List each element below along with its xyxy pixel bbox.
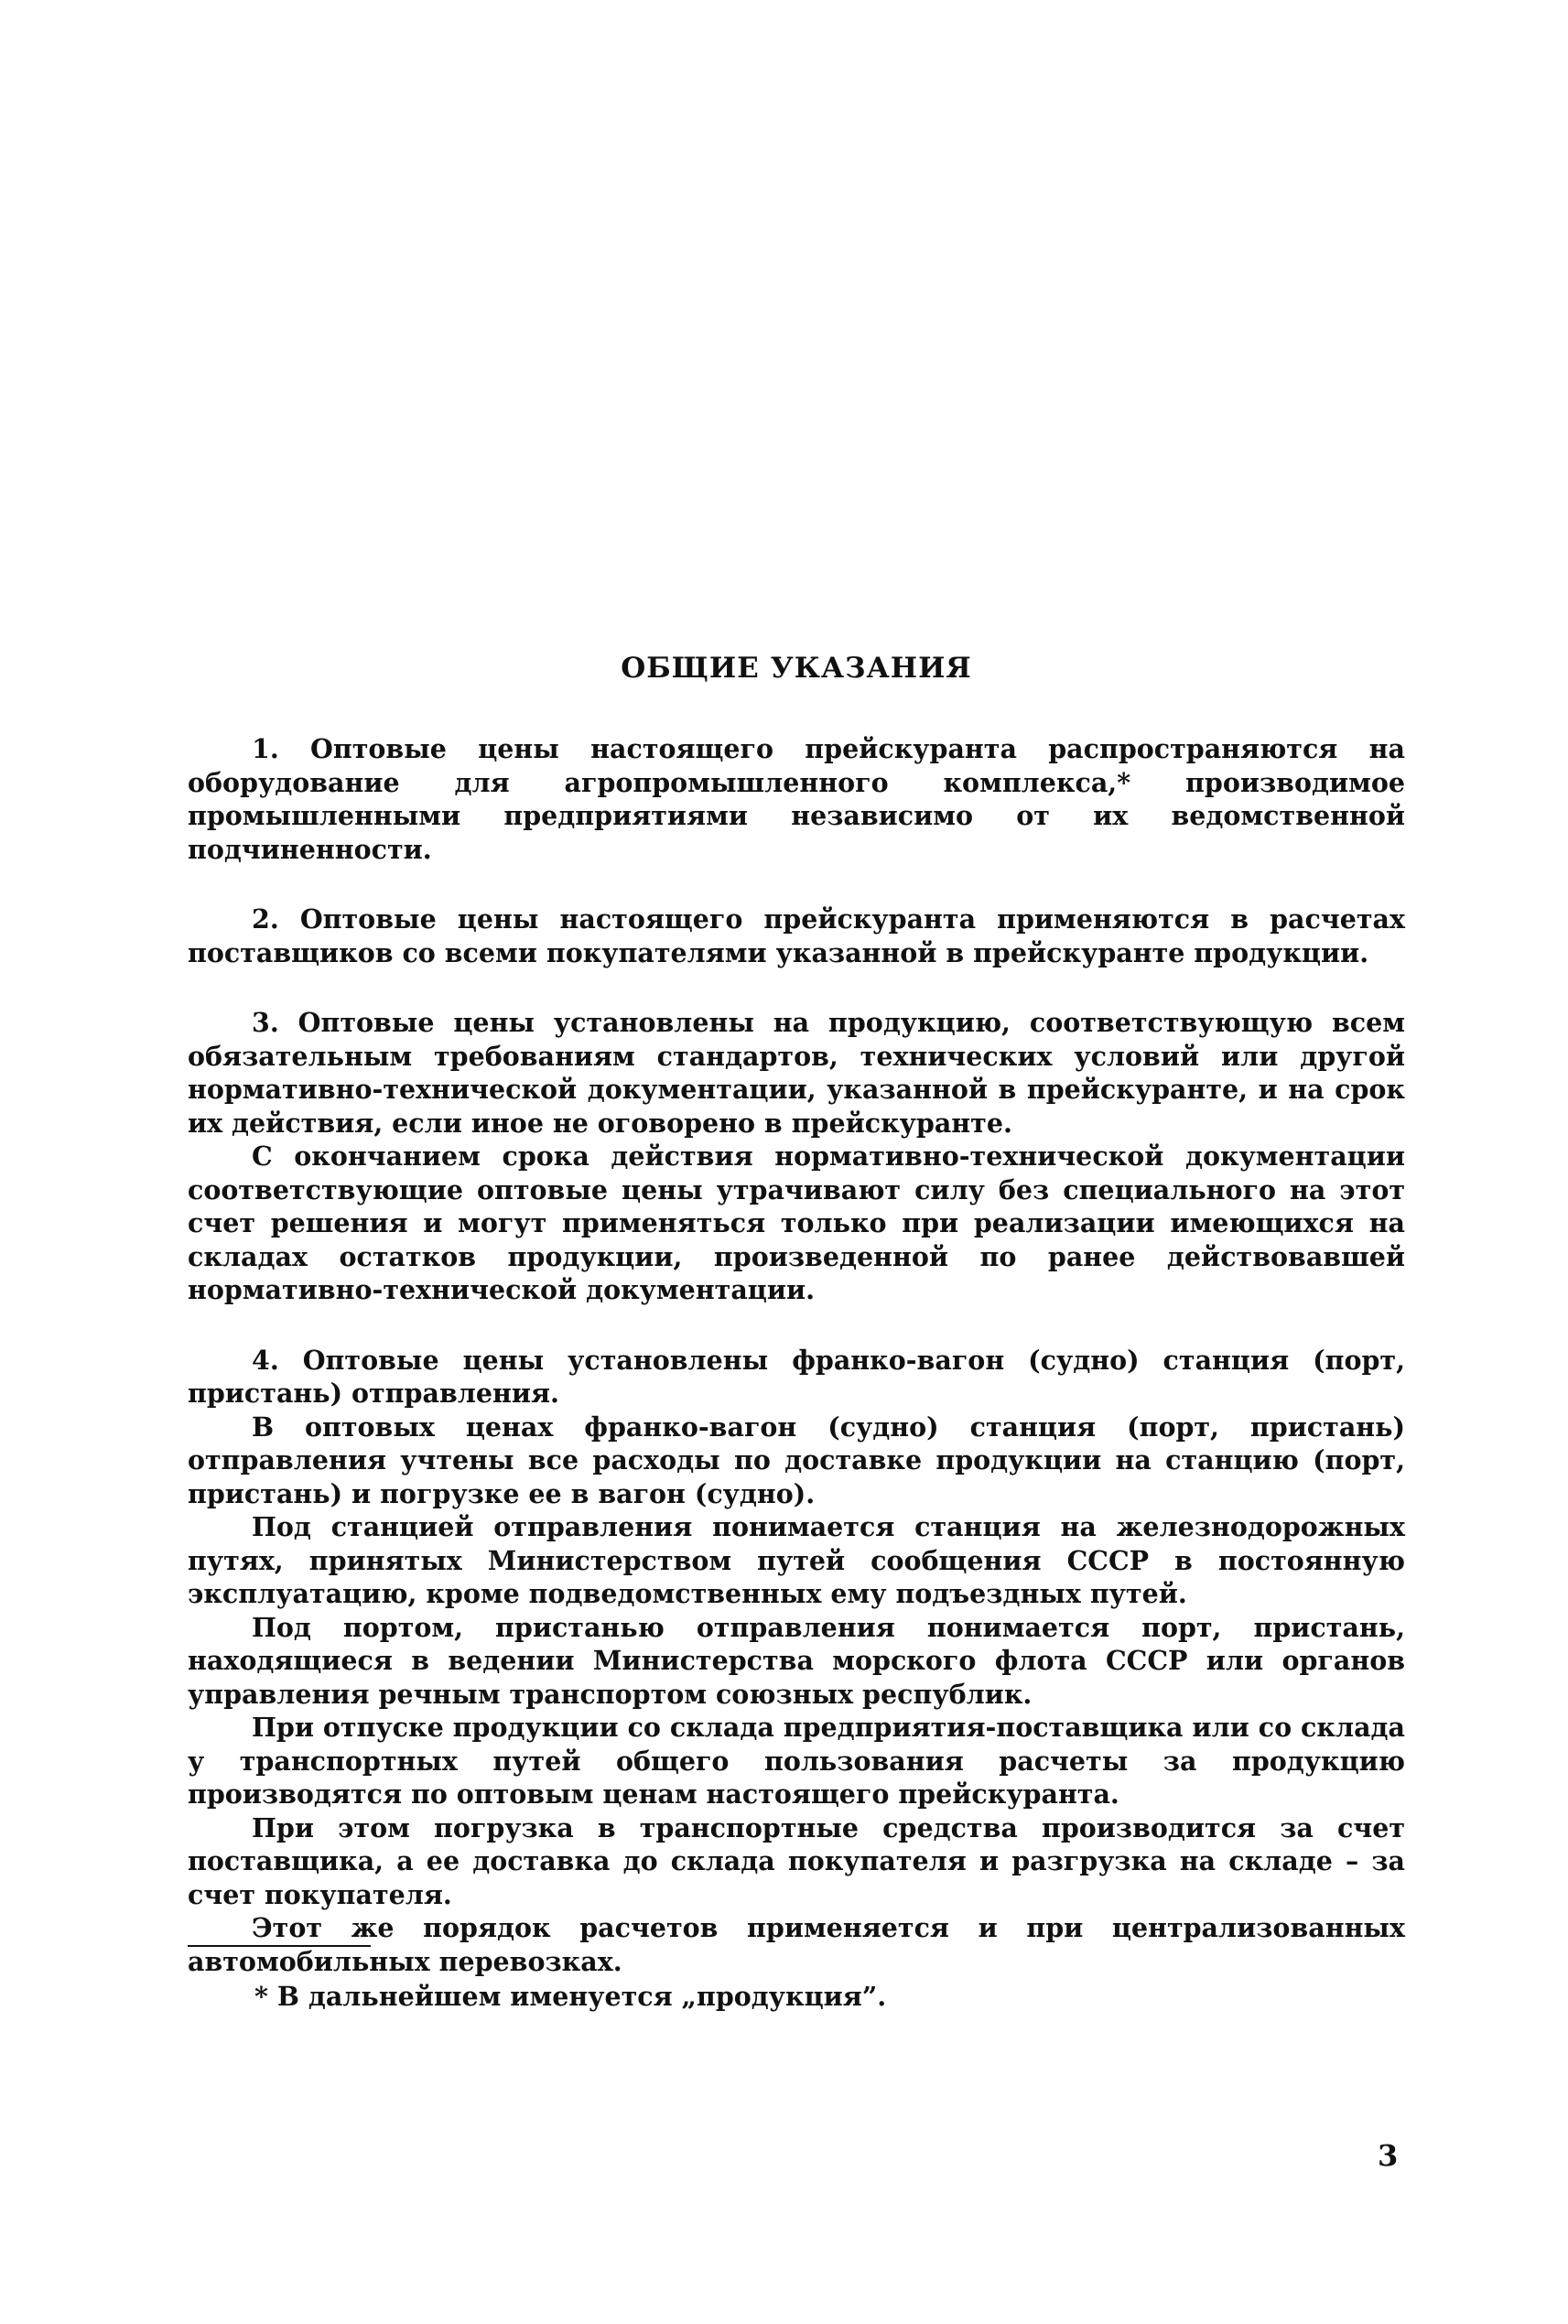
section-4 — [188, 1344, 1405, 1979]
paragraph: 4. Оптовые цены установлены франко-вагон (судно) станция (порт, пристань) отправления. — [188, 1344, 1405, 1409]
document-body — [188, 652, 1405, 2015]
document-title: ОБЩИЕ УКАЗАНИЯ — [621, 652, 972, 685]
paragraph: При этом погрузка в транспортные средства производится за счет поставщика, а ее доставка до склада покупателя и разгрузка на складе – за счет покупателя. — [188, 1811, 1405, 1910]
paragraph: При отпуске продукции со склада предприятия-поставщика или со склада у транспортных путей общего пользования расчеты за продукцию производятся по оптовым ценам настоящего прейскуранта. — [188, 1712, 1405, 1810]
paragraph: В оптовых ценах франко-вагон (судно) станция (порт, пристань) отправления учтены все расходы по доставке продукции на станцию (порт, пристань) и погрузке ее в вагон (судно). — [188, 1411, 1405, 1509]
paragraph: Под портом, пристанью отправления понимается порт, пристань, находящиеся в ведении Министерства морского флота СССР или органов управления речным транспортом союзных республик. — [188, 1611, 1405, 1710]
page-number: 3 — [1378, 2138, 1399, 2173]
paragraph: 1. Оптовые цены настоящего прейскуранта распространяются на оборудование для агропромышленного комплекса,* производимое промышленными предприятиями независимо от их ведомственной подчиненности. — [188, 733, 1405, 865]
paragraph: Под станцией отправления понимается станция на железнодорожных путях, принятых Министерством путей сообщения СССР в постоянную эксплуатацию, кроме подведомственных ему подъездных путей. — [188, 1511, 1405, 1609]
footnote: * В дальнейшем именуется „продукция”. — [254, 1981, 887, 2012]
section-3 — [188, 1006, 1405, 1307]
paragraph: Этот же порядок расчетов применяется и при централизованных автомобильных перевозках. — [188, 1912, 1405, 1977]
paragraph: 2. Оптовые цены настоящего прейскуранта применяются в расчетах поставщиков со всеми покупателями указанной в прейскуранте продукции. — [188, 903, 1405, 968]
section-1 — [188, 732, 1405, 866]
section-2 — [188, 903, 1405, 969]
paragraph: С окончанием срока действия нормативно-технической документации соответствующие оптовые цены утрачивают силу без специального на этот счет решения и могут применяться только при реализации имеющихся на складах остатков продукции, произведенной по ранее действовавшей нормативно-технической документации. — [188, 1140, 1405, 1305]
footnote-divider — [188, 1945, 371, 1947]
paragraph: 3. Оптовые цены установлены на продукцию, соответствующую всем обязательным требованиям стандартов, технических условий или другой нормативно-технической документации, указанной в прейскуранте, и на срок их действия, если иное не оговорено в прейскуранте. — [188, 1007, 1405, 1139]
